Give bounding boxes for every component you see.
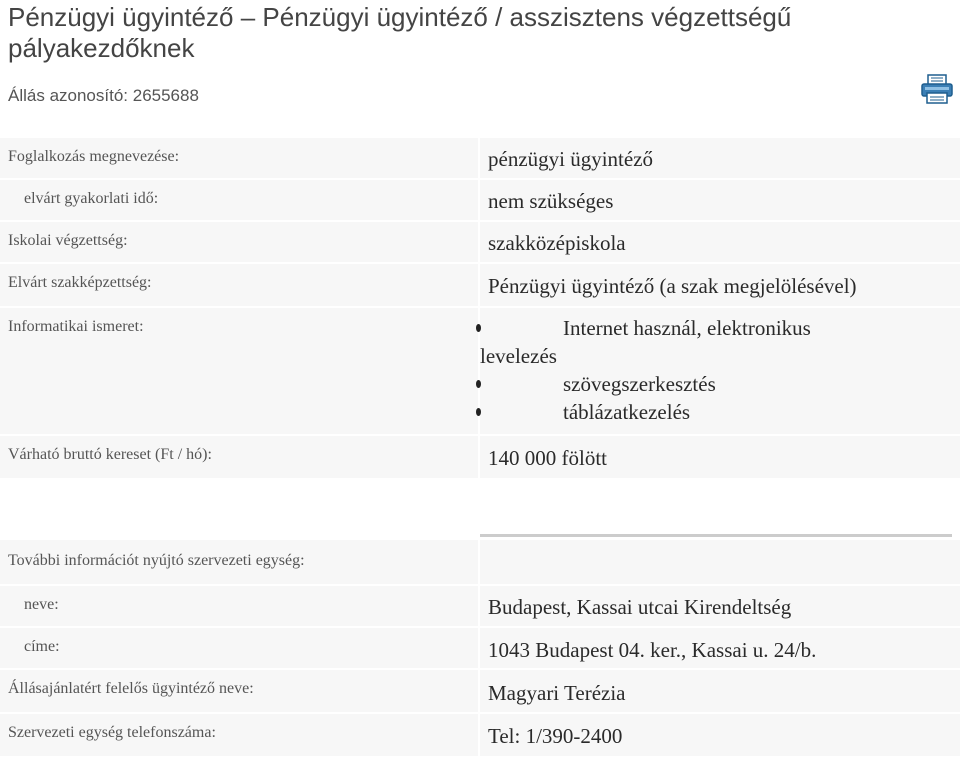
- salary-label: Várható bruttó kereset (Ft / hó):: [8, 446, 212, 463]
- qualification-label: Elvárt szakképzettség:: [8, 274, 152, 291]
- contact-phone-label: Szervezeti egység telefonszáma:: [8, 724, 216, 741]
- row-contact-phone: [0, 714, 960, 756]
- row-qualification: [0, 264, 960, 306]
- row-it-skills: [0, 308, 960, 434]
- page-title: Pénzügyi ügyintéző – Pénzügyi ügyintéző / asszisztens végzettségű pályakezdőknek: [8, 2, 792, 63]
- qualification-value: Pénzügyi ügyintéző (a szak megjelölésével): [488, 274, 857, 298]
- divider: [480, 534, 952, 537]
- it-label: Informatikai ismeret:: [8, 318, 144, 335]
- occupation-label: Foglalkozás megnevezése:: [8, 148, 180, 165]
- contact-name-label: neve:: [24, 596, 59, 613]
- it-skill-1: Internet használ, elektronikus levelezés: [480, 316, 811, 368]
- it-skill-list: [480, 314, 880, 426]
- occupation-value: pénzügyi ügyintéző: [488, 147, 654, 171]
- job-id: Állás azonosító: 2655688: [8, 86, 199, 105]
- contact-address-value: 1043 Budapest 04. ker., Kassai u. 24/b.: [488, 638, 817, 662]
- contact-officer-value: Magyari Terézia: [488, 681, 626, 705]
- list-item: [480, 398, 880, 426]
- list-item: [480, 370, 880, 398]
- bullet-icon: [476, 408, 481, 416]
- bullet-icon: [476, 324, 481, 332]
- education-value: szakközépiskola: [488, 231, 626, 255]
- row-contact-officer: [0, 670, 960, 712]
- contact-officer-label: Állásajánlatért felelős ügyintéző neve:: [8, 680, 254, 697]
- contact-name-value: Budapest, Kassai utcai Kirendeltség: [488, 595, 792, 619]
- row-experience: [0, 180, 960, 220]
- experience-value: nem szükséges: [488, 189, 614, 213]
- row-occupation: [0, 138, 960, 178]
- contact-phone-value: Tel: 1/390-2400: [488, 724, 623, 748]
- row-salary: [0, 436, 960, 478]
- it-skill-2: szövegszerkesztés: [563, 372, 716, 396]
- education-label: Iskolai végzettség:: [8, 232, 128, 249]
- row-contact-name: [0, 586, 960, 626]
- bullet-icon: [476, 380, 481, 388]
- it-skill-3: táblázatkezelés: [563, 400, 691, 424]
- contact-address-label: címe:: [24, 638, 60, 655]
- list-item: [480, 314, 880, 370]
- row-education: [0, 222, 960, 262]
- row-contact-address: [0, 628, 960, 668]
- salary-value: 140 000 fölött: [488, 446, 607, 470]
- printer-icon[interactable]: [920, 74, 954, 104]
- experience-label: elvárt gyakorlati idő:: [24, 190, 159, 207]
- contact-section-label: További információt nyújtó szervezeti egység:: [8, 552, 305, 569]
- row-contact-section: [0, 540, 960, 584]
